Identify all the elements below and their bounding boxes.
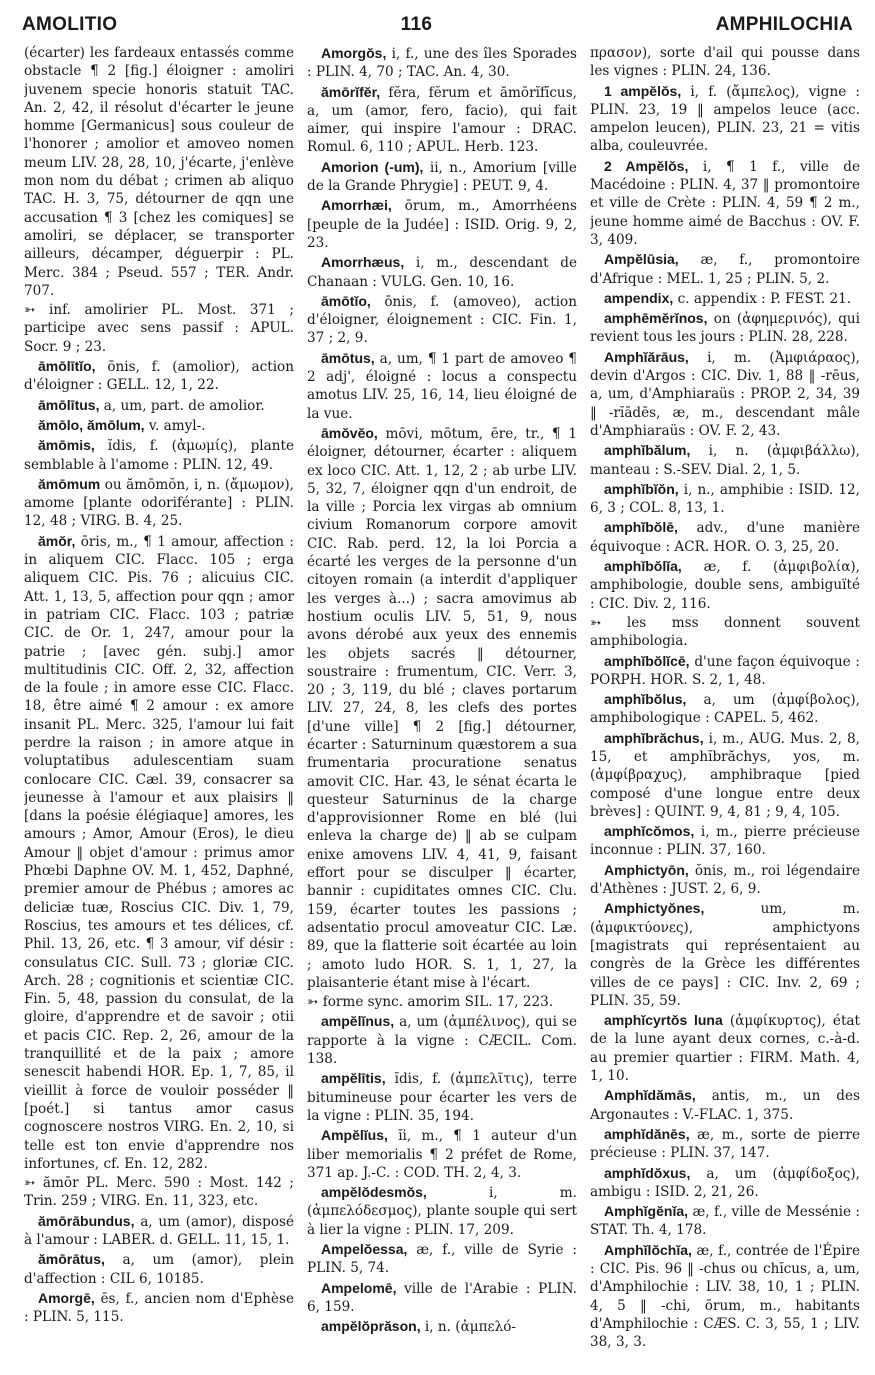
dictionary-entry — [24, 1250, 294, 1288]
entry-headword: ămōrĭfĕr, — [321, 83, 381, 100]
entry-headword: ampendix, — [604, 289, 674, 306]
dictionary-entry — [590, 480, 860, 518]
entry-headword: ămōrābundus, — [38, 1212, 135, 1229]
dictionary-entry — [24, 475, 294, 531]
entry-headword: ămŏr, — [38, 532, 76, 549]
entry-text: i, m. (ἀμπελόδεσμος), plante souple qui sert à lier la vigne : PLIN. 17, 209. — [307, 1185, 577, 1238]
entry-text: ōnis, f. (amolior), action d'éloigner : GELL. 12, 1, 22. — [24, 359, 294, 394]
dictionary-entry — [590, 1164, 860, 1202]
entry-text: d'une façon équivoque : PORPH. HOR. S. 2, 1, 48. — [590, 653, 860, 688]
entry-text: æ, m., sorte de pierre précieuse : PLIN. 37, 147. — [590, 1126, 860, 1162]
dictionary-entry — [590, 614, 860, 651]
dictionary-entry — [590, 441, 860, 479]
entry-headword: Amorrhæi, — [321, 197, 392, 214]
dictionary-entry — [590, 518, 860, 556]
entry-text: um, m. (ἀμφικτύονες), amphictyons [magistrats qui représentaient au congrès de la Grèce les différentes villes de ce pays] : CIC. Inv. 2, 69 ; PLIN. 35, 59. — [590, 901, 860, 1009]
entry-headword: amphĭdănēs, — [604, 1125, 690, 1142]
entry-text: a, um (amor), plein d'affection : CIL 6, 10185. — [24, 1252, 294, 1287]
entry-text: æ, f., ville de Syrie : PLIN. 5, 74. — [307, 1242, 577, 1277]
entry-text: ➳ inf. amolirier PL. Most. 371 ; participe avec sens passif : APUL. Socr. 9 ; 23. — [24, 302, 294, 355]
entry-text: i, n. (ἀμπελό- — [424, 1319, 516, 1336]
entry-headword: ampĕlītis, — [321, 1070, 386, 1087]
dictionary-entry — [590, 557, 860, 613]
entry-text: ŏnis, m., roi légendaire d'Athènes : JUST. 2, 6, 9. — [590, 862, 860, 898]
entry-text: i, m., AUG. Mus. 2, 8, 15, et amphĭbrăchys, yos, m. (ἀμφίβραχυς), amphibraque [pied composé d'une longue entre deux brèves] : QUINT. 9, 4, 81 ; 9, 4, 105. — [590, 730, 860, 820]
column-1 — [24, 44, 294, 1362]
entry-headword: amphĭbrăchus, — [604, 729, 704, 746]
entry-headword: Amphictyōn, — [604, 861, 689, 878]
dictionary-entry — [307, 158, 577, 196]
entry-text: ➳ les mss donnent souvent amphibologia. — [590, 614, 860, 650]
dictionary-entry — [590, 348, 860, 440]
entry-text: v. amyl-. — [148, 417, 206, 434]
dictionary-entry — [590, 690, 860, 728]
entry-text: ii, n., Amorium [ville de la Grande Phrygie] : PEUT. 9, 4. — [307, 159, 577, 195]
dictionary-entry — [590, 250, 860, 288]
entry-text: i, m., pierre précieuse inconnue : PLIN. 37, 160. — [590, 824, 860, 859]
dictionary-entry — [24, 1289, 294, 1327]
entry-headword: ampĕlŏprăson, — [321, 1318, 421, 1335]
entry-headword: ămōrātus, — [38, 1251, 105, 1268]
dictionary-entry — [590, 1202, 860, 1240]
entry-text: ĭdis, f. (ἀμπελῖτις), terre bitumineuse pour écarter les vers de la vigne : PLIN. 35, 194. — [307, 1071, 577, 1124]
entry-headword: āmōlītĭo, — [38, 358, 96, 375]
dictionary-entry — [590, 861, 860, 899]
entry-headword: 1 ampĕlŏs, — [604, 82, 682, 99]
entry-text: (écarter) les fardeaux entassés comme obstacle ¶ 2 [fig.] éloigner : amoliri juvenem specie honoris statuit TAC. An. 2, 42, il résolut d'écarter le jeune homme [Germanicus] sous couleur de l'honorer ; amolior et amoveo nomen meum LIV. 28, 28, 10, j'écarte, j'enlève mon nom du débat ; crimen ab aliquo TAC. H. 3, 75, détourner de qqn une accusation ¶ 3 [chez les comiques] se amoliri, se déplacer, se transporter ailleurs, décamper, déguerpir : PL. Merc. 384 ; Pseud. 557 ; TER. Andr. 707. — [24, 45, 294, 299]
dictionary-entry — [590, 1086, 860, 1124]
entry-text: a, um (ἀμπέλινος), qui se rapporte à la vigne : CÆCIL. Com. 138. — [307, 1014, 577, 1068]
entry-headword: amphĭbĭŏn, — [604, 480, 679, 497]
dictionary-entry — [307, 993, 577, 1011]
dictionary-entry — [590, 1241, 860, 1352]
entry-headword: Ampelŏessa, — [321, 1241, 408, 1257]
entry-text: ville de l'Arabie : PLIN. 6, 159. — [307, 1280, 577, 1315]
entry-headword: amphĭbălum, — [604, 442, 691, 459]
entry-text: i, ¶ 1 f., ville de Macédoine : PLIN. 4, 37 ‖ promontoire et ville de Crète : PLIN. 4, 59 ¶ 2 m., jeune homme aimé de Bacchus : OV. F. 3, 409. — [590, 158, 860, 248]
entry-headword: ămōlo, ămōlum, — [38, 416, 145, 433]
entry-headword: Amphĭdămās, — [604, 1087, 696, 1104]
entry-text: a, um, ¶ 1 part de amoveo ¶ 2 adj', éloigné : locus a conspectu amotus LIV. 25, 16, 14, lieu éloigné de la vue. — [307, 350, 577, 422]
entry-text: æ, f., ville de Messénie : STAT. Th. 4, 178. — [590, 1204, 860, 1239]
entry-text: i, m. (Ἀμφιάραος), devin d'Argos : CIC. Div. 1, 88 ‖ -rēus, a, um, d'Amphiaraüs : PROP. 2, 34, 39 ‖ -rĭādēs, æ, m., descendant mâle d'Amphiaraüs : OV. F. 2, 43. — [590, 349, 860, 439]
dictionary-entry — [307, 1240, 577, 1278]
dictionary-entry — [24, 44, 294, 300]
entry-headword: amphĭcyrtŏs luna — [604, 1012, 723, 1029]
entry-headword: amphĭcŏmos, — [604, 823, 695, 840]
dictionary-entry — [24, 532, 294, 1173]
dictionary-entry — [307, 424, 577, 992]
entry-headword: ămōmum — [38, 475, 101, 492]
entry-headword: Ampelomē, — [321, 1279, 397, 1296]
dictionary-entry — [307, 1126, 577, 1182]
entry-headword: Amorrhæus, — [321, 254, 405, 271]
dictionary-entry — [24, 1212, 294, 1250]
entry-text: i, m., descendant de Chanaan : VULG. Gen. 10, 16. — [307, 255, 577, 290]
entry-headword: Amphictyŏnes, — [604, 900, 705, 917]
entry-text: ĭdis, f. (ἀμωμίς), plante semblable à l'amome : PLIN. 12, 49. — [24, 438, 294, 473]
dictionary-entry — [590, 309, 860, 347]
running-head-left: AMOLITIO — [22, 14, 118, 35]
dictionary-entry — [24, 357, 294, 395]
entry-headword: Amphĭgĕnĭa, — [604, 1203, 689, 1220]
dictionary-entry — [590, 822, 860, 860]
dictionary-entry — [590, 899, 860, 1010]
entry-text: ĭi, m., ¶ 1 auteur d'un liber memorialis ¶ 2 préfet de Rome, 371 ap. J.-C. : COD. TH. 2, 4, 3. — [307, 1128, 577, 1181]
dictionary-entry — [307, 1317, 577, 1336]
entry-text: æ, f., contrée de l'Épire : CIC. Pis. 96 ‖ -chus ou chĭcus, a, um, d'Amphilochie : LIV. 38, 10, 1 ; PLIN. 4, 5 ‖ -chi, ōrum, m., habitants d'Amphilochie : CÆS. C. 3, 55, 1 ; LIV. 38, 3, 3. — [590, 1242, 860, 1351]
dictionary-entry — [24, 396, 294, 415]
column-2 — [307, 44, 577, 1362]
entry-headword: ămōmis, — [38, 437, 95, 454]
dictionary-entry — [307, 292, 577, 348]
dictionary-entry — [24, 436, 294, 474]
entry-text: i, n., amphibie : ISID. 12, 6, 3 ; COL. 8, 13, 1. — [590, 481, 860, 517]
entry-text: adv., d'une manière équivoque : ACR. HOR. O. 3, 25, 20. — [590, 520, 860, 555]
dictionary-entry — [307, 1012, 577, 1068]
dictionary-entry — [590, 157, 860, 249]
dictionary-entry — [24, 416, 294, 435]
entry-text: æ, f. (ἀμφιβολία), amphibologie, double sens, ambiguïté : CIC. Div. 2, 116. — [590, 559, 860, 612]
entry-headword: Ampĕlūsia, — [604, 251, 679, 268]
entry-text: ēs, f., ancien nom d'Ephèse : PLIN. 5, 115. — [24, 1290, 294, 1326]
entry-text: ōnis, f. (amoveo), action d'éloigner, éloignement : CIC. Fin. 1, 37 ; 2, 9. — [307, 293, 577, 347]
entry-text: ➳ forme sync. amorim SIL. 17, 223. — [307, 994, 554, 1011]
dictionary-entry — [307, 1279, 577, 1317]
entry-headword: Amphĭlŏchĭa, — [604, 1241, 692, 1258]
entry-headword: amphĭbŏlē, — [604, 519, 678, 536]
entry-text: ōris, m., ¶ 1 amour, affection : in aliquem CIC. Flacc. 105 ; erga aliquem CIC. Pis. 76 ; alicuius CIC. Att. 1, 13, 5, affection pour qqn ; amor in patriam CIC. Flacc. 103 ; patriæ CIC. de Or. 1, 247, amour pour la patrie ; [avec gén. subj.] amor multitudinis CIC. Off. 2, 32, affection de la foule ; in amore esse CIC. Flacc. 18, être aimé ¶ 2 amour : ex amore insanit PL. Merc. 325, l'amour lui fait perdre la raison ; in amore atque in voluptatibus adulescentiam suam conlocare CIC. Cæl. 39, consacrer sa jeunesse à l'amour et aux plaisirs ‖ [dans la poésie élégiaque] amores, les amours ; Amor, Amour (Eros), le dieu Amour ‖ objet d'amour : primus amor Phœbi Daphne OV. M. 1, 452, Daphné, premier amour de Phébus ; amores ac deliciæ tuæ, Roscius CIC. Div. 1, 79, Roscius, tes amours et tes délices, cf. Phil. 13, 26, etc. ¶ 3 amour, vif désir : consulatus CIC. Sull. 73 ; gloriæ CIC. Arch. 28 ; cognitionis et scientiæ CIC. Fin. 5, 48, passion du consulat, de la gloire, d'apprendre et de savoir ; otii et pacis CIC. Rep. 2, 26, amour de la tranquillité et de la paix ; amore senescit habendi HOR. Ep. 1, 7, 85, il vieillit à force de vouloir posséder ‖ [poét.] si tantus amor casus cognoscere nostros VIRG. En. 2, 10, si telle est ton envie d'apprendre nos infortunes, cf. En. 12, 282. — [24, 533, 294, 1172]
entry-text: ou ămōmŏn, i, n. (ἄμωμον), amome [plante odoriférante] : PLIN. 12, 48 ; VIRG. B. 4, 25. — [24, 476, 294, 530]
dictionary-entry — [590, 1011, 860, 1085]
entry-headword: Amorgŏs, — [321, 45, 387, 61]
entry-text: c. appendix : P. FEST. 21. — [677, 290, 852, 307]
entry-headword: amphēmĕrĭnos, — [604, 310, 708, 327]
entry-text: fĕra, fĕrum et ămōrĭfĭcus, a, um (amor, fero, facio), qui fait aimer, qui inspire l'amour : DRAC. Romul. 6, 110 ; APUL. Herb. 123. — [307, 84, 577, 156]
entry-headword: 2 Ampĕlŏs, — [604, 157, 689, 174]
dictionary-entry — [24, 301, 294, 356]
entry-headword: āmōtĭo, — [321, 292, 371, 309]
dictionary-entry — [590, 44, 860, 81]
entry-text: æ, f., promontoire d'Afrique : MEL. 1, 25 ; PLIN. 5, 2. — [590, 252, 860, 287]
entry-text: mōvi, mōtum, ēre, tr., ¶ 1 éloigner, détourner, écarter : aliquem ex loco CIC. Att. 1, 12, 2 ; ab urbe LIV. 5, 32, 7, éloigner qqn d'un endroit, de la ville ; Porcia lex virgas ab omnium civium Romanorum corpore amovit CIC. Rab. perd. 12, la loi Porcia a écarté les verges de la personne d'un citoyen romain (a interdit d'appliquer les verges à...) ; sacra amovimus ab hostium oculis LIV. 5, 51, 9, nous avons dérobé aux yeux des ennemis les objets sacrés ‖ détourner, soustraire : frumentum, CIC. Verr. 3, 20 ; 3, 119, du blé ; claves portarum LIV. 27, 24, 8, les clefs des portes [d'une ville] ¶ 2 [fig.] détourner, écarter : Saturninum quæstorem a sua frumentaria procuratione senatus amovit CIC. Har. 43, le sénat écarta le questeur Saturninus de la charge d'approvisionner Rome en blé (lui enleva la charge de) ‖ ab se culpam enixe amovens LIV. 4, 41, 9, faisant effort pour se disculper ‖ écarter, bannir : cupiditates omnes CIC. Clu. 159, écarter toutes les passions ; adsentatio procul amoveatur CIC. Læ. 89, que la flatterie soit écartée au loin ; amoto ludo HOR. S. 1, 1, 27, la plaisanterie étant mise à l'écart. — [307, 425, 577, 991]
dictionary-entry — [590, 289, 860, 308]
entry-text: on (ἀφημερινός), qui revient tous les jours : PLIN. 28, 228. — [590, 311, 860, 346]
entry-text: ōrum, m., Amorrhéens [peuple de la Judée] : ISID. Orig. 9, 2, 23. — [307, 198, 577, 251]
page-header — [22, 8, 853, 42]
entry-text: i, f. (ἄμπελος), vigne : PLIN. 23, 19 ‖ ampelos leuce (acc. ampelon leucen), PLIN. 23, 21 = vitis alba, couleuvrée. — [590, 83, 860, 155]
entry-text: a, um, part. de amolior. — [103, 397, 265, 414]
dictionary-entry — [307, 44, 577, 82]
page-number: 116 — [400, 14, 433, 35]
entry-headword: Amorion (-um), — [321, 158, 424, 175]
entry-headword: ampĕlĭnus, — [321, 1013, 395, 1030]
entry-text: i, n. (ἀμφιβάλλω), manteau : S.-SEV. Dial. 2, 1, 5. — [590, 443, 860, 478]
dictionary-entry — [307, 1183, 577, 1239]
entry-headword: amphĭbŏlus, — [604, 691, 687, 708]
entry-text: antis, m., un des Argonautes : V.-FLAC. 1, 375. — [590, 1088, 860, 1123]
dictionary-entry — [307, 349, 577, 423]
entry-text: i, f., une des îles Sporades : PLIN. 4, 70 ; TAC. An. 4, 30. — [307, 46, 577, 81]
entry-headword: Amphĭărāus, — [604, 348, 689, 365]
entry-headword: āmŏvĕo, — [321, 424, 378, 441]
entry-headword: ampĕlŏdesmŏs, — [321, 1184, 427, 1201]
entry-text: πρασον), sorte d'ail qui pousse dans les vignes : PLIN. 24, 136. — [590, 45, 860, 80]
entry-headword: Amorgē, — [38, 1289, 95, 1306]
running-head-right: AMPHILOCHIA — [715, 14, 853, 35]
column-3 — [590, 44, 860, 1362]
entry-text: a, um (ἀμφίδοξος), ambigu : ISID. 2, 21, 26. — [590, 1165, 860, 1200]
dictionary-entry — [24, 1174, 294, 1211]
dictionary-entry — [590, 82, 860, 156]
entry-headword: amphĭdŏxus, — [604, 1164, 691, 1181]
dictionary-entry — [590, 729, 860, 821]
dictionary-entry — [307, 83, 577, 157]
dictionary-entry — [307, 253, 577, 291]
dictionary-entry — [590, 652, 860, 690]
entry-headword: amphĭbŏlĭa, — [604, 558, 682, 575]
entry-headword: āmōtus, — [321, 349, 375, 366]
entry-headword: Ampĕlĭus, — [321, 1127, 388, 1144]
entry-text: ➳ ămōr PL. Merc. 590 : Most. 142 ; Trin. 259 ; VIRG. En. 11, 323, etc. — [24, 1175, 294, 1210]
entry-text: a, um (ἀμφίβολος), amphibologique : CAPEL. 5, 462. — [590, 692, 860, 727]
entry-headword: amphĭbŏlĭcē, — [604, 652, 690, 669]
dictionary-columns — [24, 44, 860, 1362]
dictionary-entry — [307, 1069, 577, 1125]
dictionary-entry — [307, 196, 577, 252]
entry-text: (ἀμφίκυρτος), état de la lune ayant deux cornes, c.-à-d. au premier quartier : FIRM. Math. 4, 1, 10. — [590, 1013, 860, 1085]
entry-text: a, um (amor), disposé à l'amour : LABER. d. GELL. 11, 15, 1. — [24, 1213, 294, 1248]
entry-headword: āmōlītus, — [38, 396, 100, 413]
dictionary-entry — [590, 1125, 860, 1163]
